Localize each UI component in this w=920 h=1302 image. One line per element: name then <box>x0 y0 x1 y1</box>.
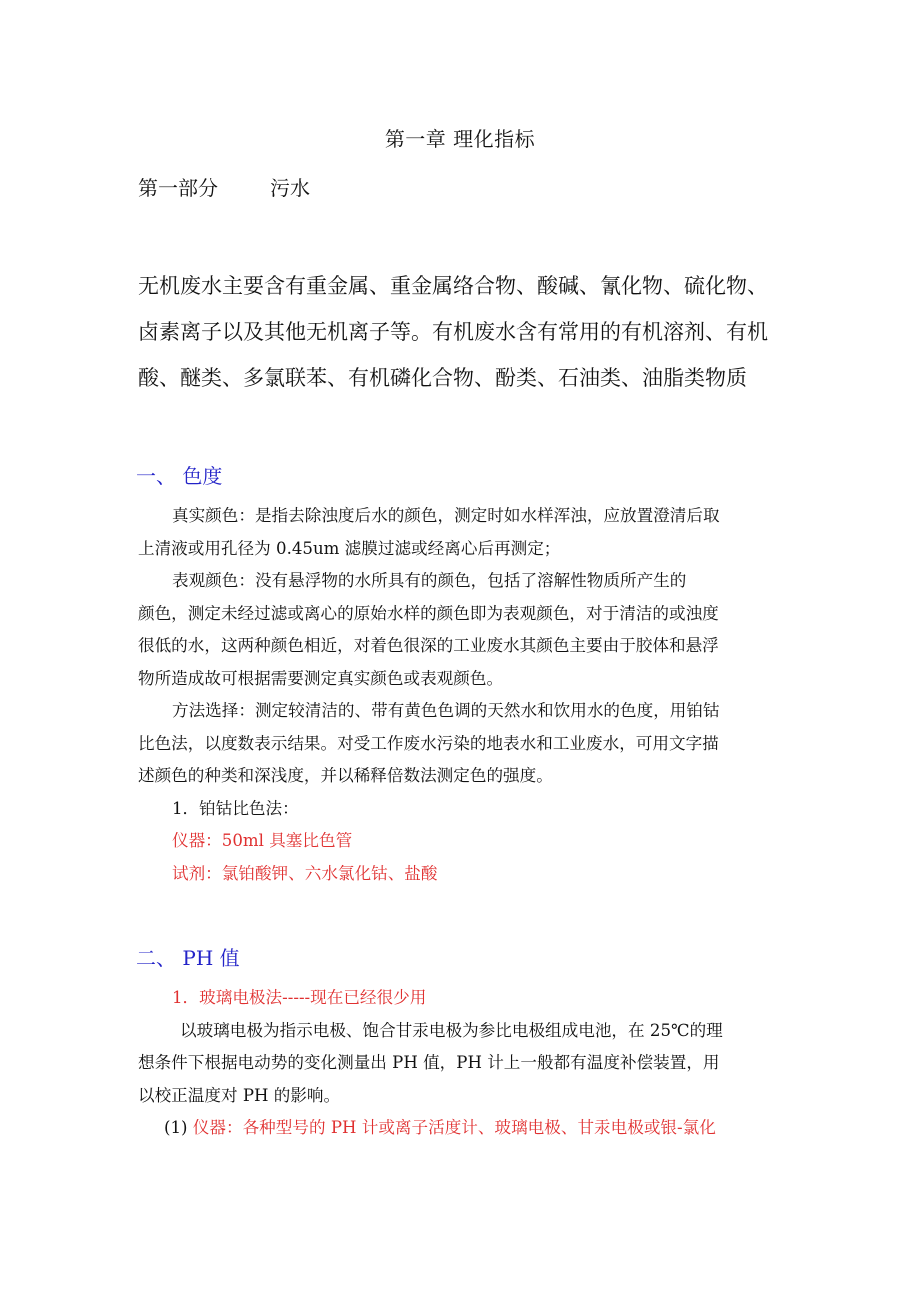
apparent-color-line: 颜色，测定未经过滤或离心的原始水样的颜色即为表观颜色，对于清洁的或浊度 <box>138 603 719 623</box>
true-color-line: 上清液或用孔径为 0.45um 滤膜过滤或经离心后再测定； <box>138 538 561 558</box>
intro-line: 无机废水主要含有重金属、重金属络合物、酸碱、氰化物、硫化物、 <box>138 274 768 298</box>
ph-description-line: 以校正温度对 PH 的影响。 <box>138 1085 341 1105</box>
intro-line: 酸、醚类、多氯联苯、有机磷化合物、酚类、石油类、油脂类物质 <box>138 366 747 390</box>
method-choice-line: 方法选择：测定较清洁的、带有黄色色调的天然水和饮用水的色度，用铂钴 <box>172 701 720 720</box>
intro-paragraph <box>138 263 788 401</box>
item-number: (1) <box>164 1118 188 1137</box>
apparent-color-line: 物所造成故可根据需要测定真实颜色或表观颜色。 <box>138 668 504 688</box>
method-choice-line: 比色法，以度数表示结果。对受工作废水污染的地表水和工业废水，可用文字描 <box>138 733 719 753</box>
part-label: 第一部分 <box>138 176 218 200</box>
section-heading-ph: 二、 PH 值 <box>136 946 240 970</box>
section-heading-color: 一、 色度 <box>136 464 223 488</box>
ph-instrument-text: 仪器：各种型号的 PH 计或离子活度计、玻璃电极、甘汞电极或银-氯化 <box>192 1118 716 1137</box>
chapter-title: 第一章 理化指标 <box>384 127 536 151</box>
glass-electrode-method: 1．玻璃电极法-----现在已经很少用 <box>172 988 427 1007</box>
apparent-color-line: 很低的水，这两种颜色相近，对着色很深的工业废水其颜色主要由于胶体和悬浮 <box>138 636 719 655</box>
true-color-line: 真实颜色：是指去除浊度后水的颜色，测定时如水样浑浊，应放置澄清后取 <box>172 506 720 525</box>
reagent-line: 试剂：氯铂酸钾、六水氯化钴、盐酸 <box>172 863 438 883</box>
section2-body <box>138 982 788 1145</box>
method-choice-line: 述颜色的种类和深浅度，并以稀释倍数法测定色的强度。 <box>138 766 553 785</box>
section1-body <box>138 500 788 890</box>
instrument-line: 仪器：50ml 具塞比色管 <box>172 831 353 850</box>
intro-line: 卤素离子以及其他无机离子等。有机废水含有常用的有机溶剂、有机 <box>138 320 768 344</box>
part-name: 污水 <box>270 176 310 200</box>
ph-instrument-item <box>138 1112 788 1145</box>
ph-description-line: 以玻璃电极为指示电极、饱合甘汞电极为参比电极组成电池，在 25℃的理 <box>180 1020 723 1040</box>
method1-label: 1．铂钴比色法： <box>172 798 299 818</box>
apparent-color-line: 表观颜色：没有悬浮物的水所具有的颜色，包括了溶解性物质所产生的 <box>172 571 687 590</box>
ph-description-line: 想条件下根据电动势的变化测量出 PH 值，PH 计上一般都有温度补偿装置，用 <box>138 1053 720 1072</box>
